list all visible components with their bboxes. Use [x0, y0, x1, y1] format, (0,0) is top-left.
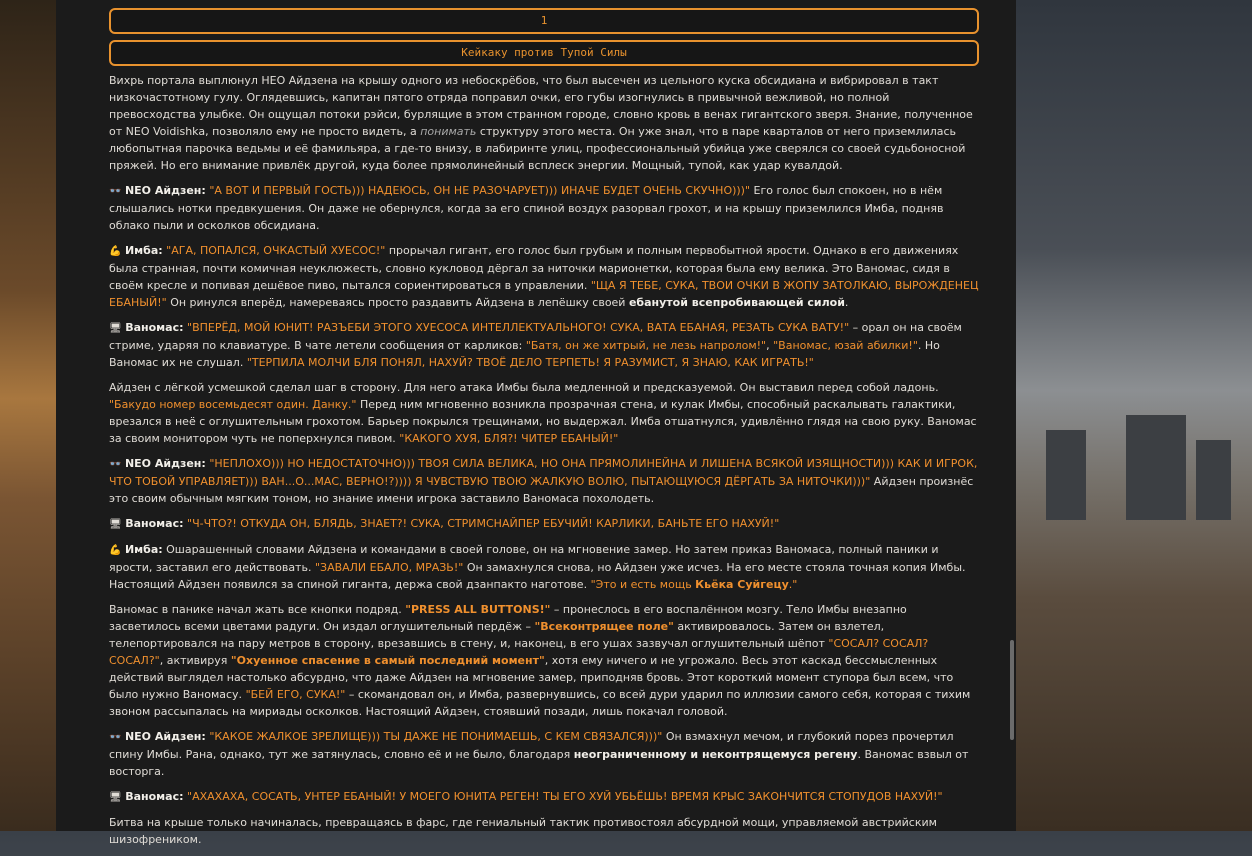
quote: "Ч-ЧТО?! ОТКУДА ОН, БЛЯДЬ, ЗНАЕТ?! СУКА, СТРИМСНАЙПЕР ЕБУЧИЙ! КАРЛИКИ, БАНЬТЕ ЕГО НАХУЙ!" — [187, 517, 780, 530]
text: Его голос был спокоен, но в нём слышались нотки предвкушения. Он даже не обернулся, когда за его спиной воздух разорвал грохот, и на крышу приземлился Имба, подняв облако пыли и осколков обсидиана. — [109, 184, 944, 232]
text: . — [844, 296, 849, 309]
text: – орал он на своём стриме, ударяя по клавиатуре. В чате летели сообщения от карликов: — [109, 321, 962, 352]
speaker-name: Ваномас: — [125, 321, 184, 334]
text: , активируя — [159, 654, 231, 667]
text: Он ринулся вперёд, намереваясь просто раздавить Айдзена в лепёшку своей — [166, 296, 629, 309]
speaker-name: Ваномас: — [125, 790, 184, 803]
background-rock — [1046, 430, 1086, 520]
bold-quote: "Охуенное спасение в самый последний момент" — [230, 654, 545, 667]
quote: ." — [788, 578, 798, 591]
quote: "А ВОТ И ПЕРВЫЙ ГОСТЬ))) НАДЕЮСЬ, ОН НЕ РАЗОЧАРУЕТ))) ИНАЧЕ БУДЕТ ОЧЕНЬ СКУЧНО)))" — [209, 184, 751, 197]
paragraph — [109, 728, 979, 780]
text: Перед ним мгновенно возникла прозрачная стена, и кулак Имбы, способный раскалывать галактики, врезался в неё с оглушительным грохотом. Барьер покрылся трещинами, но выдержал. Имба отшатнулся, удивлённо глядя на свою руку. Ваномас за своим монитором чуть не поперхнулся пивом. — [109, 398, 977, 445]
glasses-icon: 👓 — [109, 459, 122, 470]
quote: "ЗАВАЛИ ЕБАЛО, МРАЗЬ!" — [314, 561, 464, 574]
bold-quote: "Всеконтрящее поле" — [534, 620, 674, 633]
background-rock — [1126, 415, 1186, 520]
paragraph — [109, 515, 979, 533]
background-rock — [1196, 440, 1231, 520]
text: структуру этого места. Он уже знал, что в паре кварталов от него приземлилась любопытная парочка ведьмы и её фамильяра, а где-то внизу, в лабиринте улиц, профессиональный убийца уже сверялся со своей судьбоносной пряжей. Но его внимание привлёк другой, куда более прямолинейный всплеск энергии. Мощный, тупой, как удар кувалдой. — [109, 125, 966, 172]
text: Айдзен с лёгкой усмешкой сделал шаг в сторону. Для него атака Имбы была медленной и предсказуемой. Он выставил перед собой ладонь. — [109, 381, 939, 394]
emphasis-text: понимать — [420, 125, 477, 138]
text: Вихрь портала выплюнул НЕО Айдзена на крышу одного из небоскрёбов, что был высечен из цельного куска обсидиана и вибрировал в такт низкочастотному гулу. Оглядевшись, капитан пятого отряда поправил очки, его губы изогнулись в привычной вежливой, но полной превосходства улыбке. Он ощущал потоки рэйси, бурлящие в этом странном городе, словно кровь в венах гигантского зверя. Знание, полученное от NEO Voidishka, позволяло ему не просто видеть, а — [109, 74, 973, 138]
glasses-icon: 👓 — [109, 186, 122, 197]
quote: "Батя, он же хитрый, не лезь напролом!" — [525, 339, 767, 352]
paragraph — [109, 182, 979, 234]
background-left — [0, 0, 56, 831]
text: Он замахнулся снова, но Айдзен уже исчез. На его месте стояла точная копия Имбы. Настоящий Айдзен появился за спиной гиганта, держа свой дзанпакто наготове. — [109, 561, 966, 591]
computer-icon: 🖥 — [109, 519, 122, 530]
text: . Но Ваномас их не слушал. — [109, 339, 940, 369]
text: Айдзен произнёс это своим обычным мягким тоном, но знание имени игрока заставило Ваномаса похолодеть. — [109, 475, 974, 505]
chapter-title-box: Кейкаку против Тупой Силы — [109, 40, 979, 66]
speaker-name: NEO Айдзен: — [124, 457, 206, 470]
text: – скомандовал он, и Имба, развернувшись, со всей дури ударил по иллюзии самого себя, которая с тихим звоном рассыпалась на мириады осколков. Настоящий Айдзен, стоявший позади, лишь покачал головой. — [109, 688, 971, 718]
muscle-icon: 💪 — [109, 545, 122, 556]
bold-quote: Кьёка Суйгецу — [695, 578, 789, 591]
quote: "ТЕРПИЛА МОЛЧИ БЛЯ ПОНЯЛ, НАХУЙ? ТВОЁ ДЕЛО ТЕРПЕТЬ! Я РАЗУМИСТ, Я ЗНАЮ, КАК ИГРАТЬ!" — [246, 356, 814, 369]
chat-panel[interactable] — [56, 0, 1016, 846]
quote: "СОСАЛ? СОСАЛ? СОСАЛ?" — [109, 637, 929, 667]
speaker-name: NEO Айдзен: — [124, 730, 206, 743]
quote: "ЩА Я ТЕБЕ, СУКА, ТВОИ ОЧКИ В ЖОПУ ЗАТОЛКАЮ, ВЫРОЖДЕНЕЦ ЕБАНЫЙ!" — [109, 279, 979, 309]
text: , хотя ему ничего и не угрожало. Весь этот каскад бессмысленных действий выглядел настолько абсурдно, что даже Айдзен на мгновение замер, приподняв бровь. Этот короткий момент ступора был всем, что было нужно Ваномасу. — [109, 654, 954, 701]
paragraph — [109, 814, 979, 848]
text: Битва на крыше только начиналась, превращаясь в фарс, где гениальный тактик противостоял абсурдной мощи, управляемой австрийским шизофреником. — [109, 816, 937, 846]
speaker-name: NEO Айдзен: — [124, 184, 206, 197]
glasses-icon: 👓 — [109, 732, 122, 743]
muscle-icon: 💪 — [109, 246, 122, 257]
quote: "БЕЙ ЕГО, СУКА!" — [245, 688, 346, 701]
bold-text: неограниченному и неконтрящемуся регену — [573, 748, 858, 761]
paragraph — [109, 242, 979, 311]
quote: "КАКОГО ХУЯ, БЛЯ?! ЧИТЕР ЕБАНЫЙ!" — [399, 432, 619, 445]
quote: "Ваномас, юзай абилки!" — [773, 339, 918, 352]
chapter-number-box: 1 — [109, 8, 979, 34]
paragraph — [109, 788, 979, 806]
text: , — [766, 339, 774, 352]
text: Он взмахнул мечом, и глубокий порез прочертил спину Имбы. Рана, однако, тут же затянулась, словно её и не было, благодаря — [109, 730, 954, 761]
computer-icon: 🖥 — [109, 792, 122, 803]
text: прорычал гигант, его голос был грубым и полным первобытной ярости. Однако в его движениях была странная, почти комичная неуклюжесть, словно кукловод дёргал за ниточки марионетки, которая была ему велика. Это Ваномас, сидя в своём кресле и попивая дешёвое пиво, пытался сориентироваться в управлении. — [109, 244, 959, 292]
text: Ошарашенный словами Айдзена и командами в своей голове, он на мгновение замер. Но затем приказ Ваномаса, полный паники и ярости, заставил его действовать. — [109, 543, 939, 574]
bold-text: ебанутой всепробивающей силой — [628, 296, 845, 309]
bold-quote: "PRESS ALL BUTTONS!" — [405, 603, 551, 616]
text: активировалось. Затем он взлетел, телепортировался на пару метров в сторону, врезавшись в стену, и, наконец, в его ушах зазвучал оглушительный шёпот — [109, 620, 885, 650]
paragraph — [109, 601, 979, 720]
quote: "АГА, ПОПАЛСЯ, ОЧКАСТЫЙ ХУЕСОС!" — [166, 244, 386, 257]
paragraph — [109, 379, 979, 447]
quote: "ВПЕРЁД, МОЙ ЮНИТ! РАЗЪЕБИ ЭТОГО ХУЕСОСА ИНТЕЛЛЕКТУАЛЬНОГО! СУКА, ВАТА ЕБАНАЯ, РЕЗАТЬ СУКА ВАТУ!" — [187, 321, 850, 334]
text: Ваномас в панике начал жать все кнопки подряд. — [109, 603, 406, 616]
quote: "КАКОЕ ЖАЛКОЕ ЗРЕЛИЩЕ))) ТЫ ДАЖЕ НЕ ПОНИМАЕШЬ, С КЕМ СВЯЗАЛСЯ)))" — [209, 730, 663, 743]
scrollbar-thumb[interactable] — [1010, 640, 1014, 740]
quote: "Это и есть мощь — [590, 578, 696, 591]
quote: "НЕПЛОХО))) НО НЕДОСТАТОЧНО))) ТВОЯ СИЛА ВЕЛИКА, НО ОНА ПРЯМОЛИНЕЙНА И ЛИШЕНА ВСЯКОЙ ИЗЯЩНОСТИ))) КАК И ИГРОК, ЧТО ТОБОЙ УПРАВЛЯЕТ))) ВАН...О...МАС, ВЕРНО!?)))) Я ЧУВСТВУЮ ТВОЮ ЖАЛКУЮ ВОЛЮ, ПЫТАЮЩУЮСЯ ДЁРГАТЬ ЗА НИТОЧКИ)))" — [109, 457, 978, 488]
text: – пронеслось в его воспалённом мозгу. Тело Имбы внезапно засветилось всеми цветами радуги. Он издал оглушительный пердёж – — [109, 603, 907, 633]
paragraph — [109, 319, 979, 371]
text: . Ваномас взвыл от восторга. — [109, 748, 969, 778]
speaker-name: Ваномас: — [125, 517, 184, 530]
speaker-name: Имба: — [124, 244, 163, 257]
paragraph — [109, 455, 979, 507]
paragraph — [109, 72, 979, 174]
background-right — [1016, 0, 1252, 831]
computer-icon: 🖥 — [109, 323, 122, 334]
quote: "Бакудо номер восемьдесят один. Данку." — [109, 398, 357, 411]
quote: "АХАХАХА, СОСАТЬ, УНТЕР ЕБАНЫЙ! У МОЕГО ЮНИТА РЕГЕН! ТЫ ЕГО ХУЙ УБЬЁШЬ! ВРЕМЯ КРЫС ЗАКОНЧИТСЯ СТОПУДОВ НАХУЙ!" — [187, 790, 943, 803]
paragraph — [109, 541, 979, 593]
speaker-name: Имба: — [124, 543, 163, 556]
story-text — [109, 72, 979, 856]
